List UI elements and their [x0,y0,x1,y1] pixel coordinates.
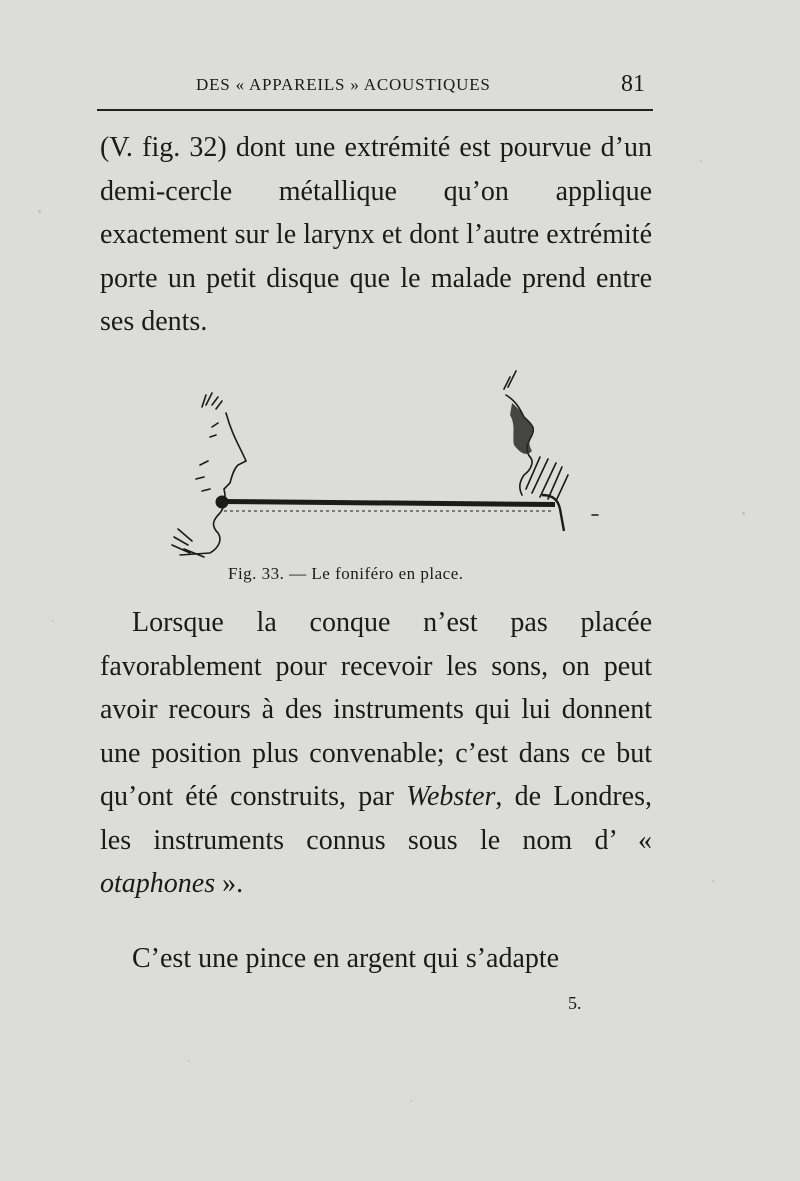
paragraph-text: ». [215,868,244,899]
left-profile-drawing [172,393,246,557]
figure-caption: Fig. 33. — Le foniféro en place. [228,564,464,583]
foniferro-rod [216,495,564,531]
paragraph-text: Lorsque la conque n’est pas placée favorablement pour recevoir les sons, on peut avoir recours à des instruments qui lui donnent une position plus convenable; c’est dans ce but qu’ont été construits, par [100,607,652,812]
page-number: 81 [621,71,645,97]
paper-speck [38,210,41,213]
paper-speck [410,1100,412,1102]
paper-speck [742,512,745,515]
running-title: DES « APPAREILS » ACOUSTIQUES [196,75,491,94]
paragraph-text: , de Londres, les instruments connus sous le nom d’ « [100,781,653,856]
paragraph: C’est une pince en argent qui s’adapte [132,943,560,974]
paragraph [100,601,652,906]
person-name: Webster [406,781,496,812]
instrument-term: otaphones [100,868,216,899]
paper-speck [700,160,702,162]
right-profile-shading [510,403,534,454]
paper-speck [188,1060,190,1062]
header-rule [97,109,653,111]
page-header [100,72,655,102]
signature-mark: 5. [568,993,582,1013]
paper-speck [52,620,54,622]
foniferro-illustration [160,365,620,570]
paragraph-continuation: (V. fig. 32) dont une extrémité est pourvue d’un demi-cercle métallique qu’on applique exactement sur le larynx et dont l’autre extrémité porte un petit disque que le malade prend entre ses dents. [100,132,652,337]
paper-speck [712,880,714,882]
